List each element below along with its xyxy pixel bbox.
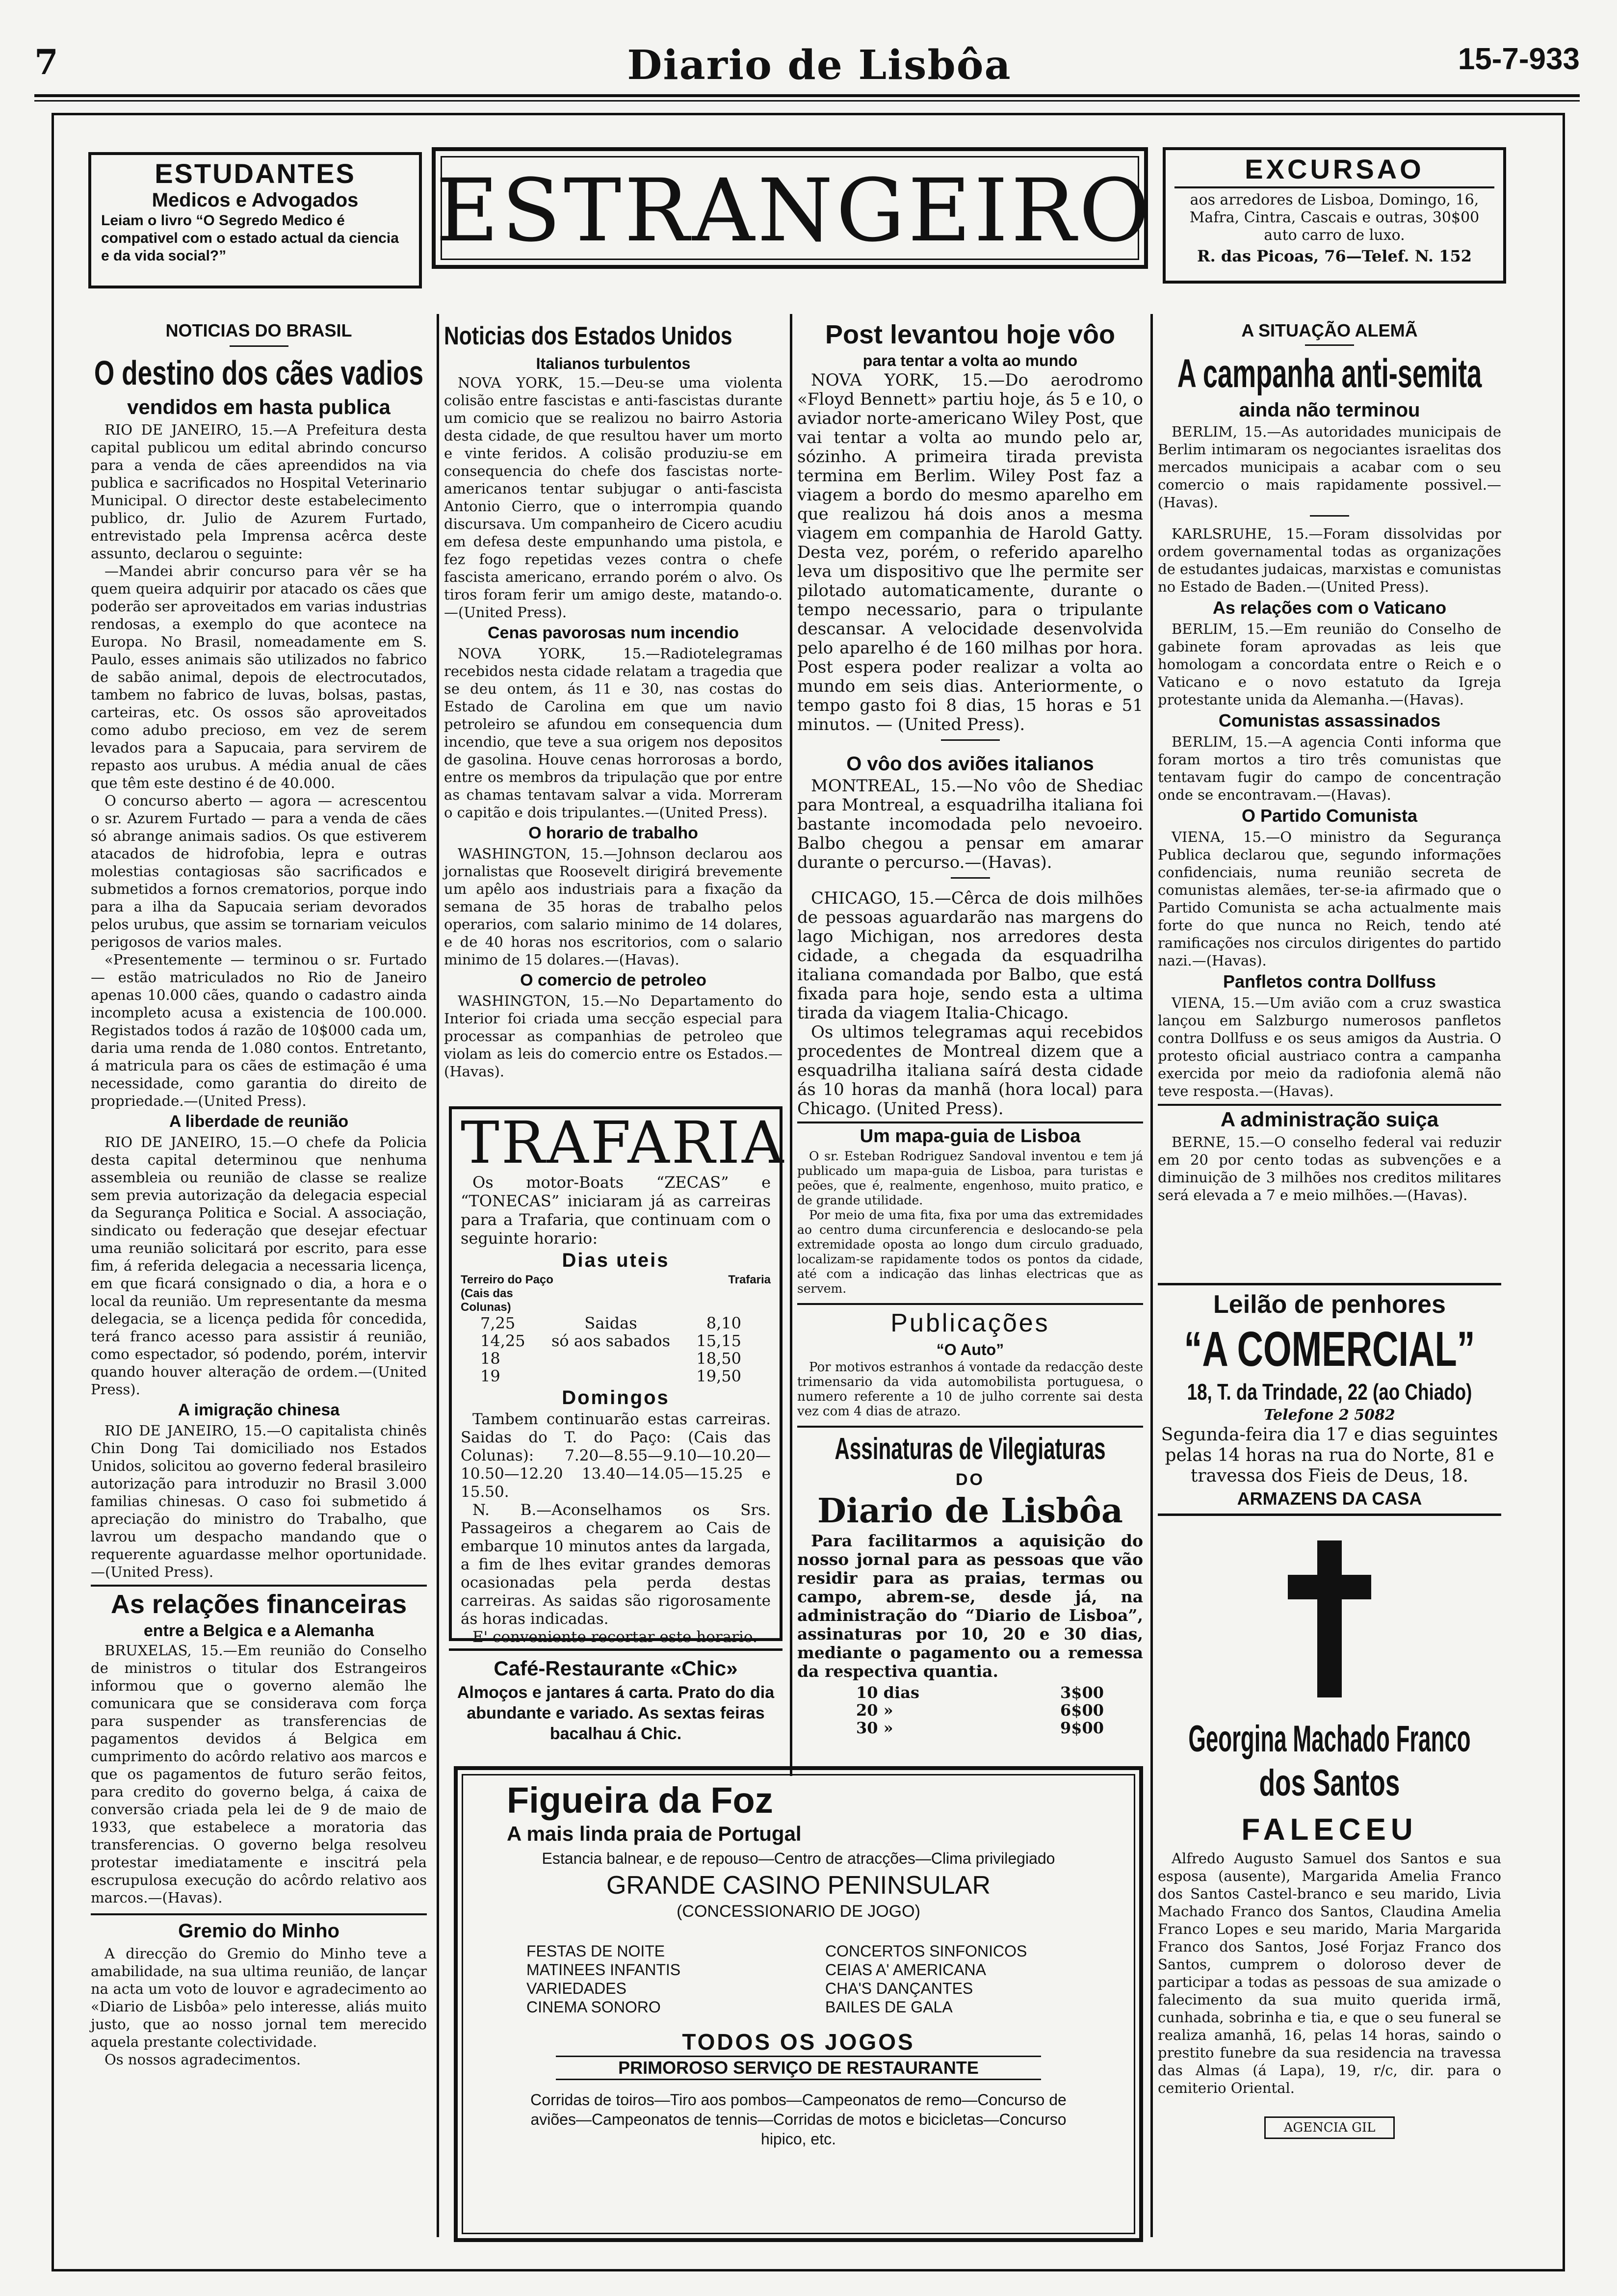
obituary-body: Alfredo Augusto Samuel dos Santos e sua esposa (ausente), Margarida Amelia Franco dos Santos Castel-branco e seu marido, Livia Machado Franco dos Santos, Claudina Amelia Franco Lopes e seu marido, Maria Margarida Franco dos Santos, José Forjaz Franco dos Santos, cumprem o doloroso dever de participar a todas as pessoas de sua amizade o falecimento da sua muito querida irmã, cunhada, sobrinha e tia, e que o seu funeral se realiza amanhã, 16, pelas 14 horas, saindo o prestito funebre da sua residencia na travessa das Almas (á Lapa), 19, r/c, dir. para o cemiterio Oriental. [1158,1850,1501,2096]
heading-horario: O horario de trabalho [528,824,698,842]
heading-avioes: O vôo dos aviões italianos [846,753,1094,775]
price-row [856,1701,1104,1719]
heading-panfletos: Panfletos contra Dollfuss [1223,971,1436,991]
column-post [797,319,1143,1737]
heading-assinaturas-do: DO [956,1470,985,1489]
trafaria-nb: N. B.—Aconselhamos os Srs. Passageiros a chegarem ao Cais de embarque 10 minutos antes da largada, a fim de lhes evitar grandes demoras ocasionadas pela perda destas carreiras. As saidas são rigorosamente ás horas indicadas. [461,1501,771,1628]
figueira-servico: PRIMOROSO SERVIÇO DE RESTAURANTE [556,2056,1041,2080]
trafaria-time-departure: 19 [480,1367,500,1385]
headline-estados-unidos: Noticias dos Estados Unidos [444,322,732,350]
ad-estudantes [88,152,422,288]
trafaria-dias-uteis: Dias uteis [562,1250,670,1271]
masthead-rule [34,94,1580,97]
ad-leilao [1158,1283,1501,1511]
price-value: 6$00 [1060,1701,1104,1720]
text-suica: BERNE, 15.—O conselho federal vai reduzir em 20 por cento todas as subvenções e a diminuição de 3 milhões nos creditos militares será elevada a 7 e meio milhões.—(Havas). [1158,1134,1501,1203]
section-title: ESTRANGEIRO [436,160,1153,261]
newspaper-title: Diario de Lisbôa [627,42,1012,89]
ad-figueira [454,1766,1143,2242]
trafaria-time-return: 18,50 [696,1349,741,1368]
trafaria-intro: Os motor-Boats “ZECAS” e “TONECAS” iniciaram já as carreiras para a Trafaria, que continuam com o seguinte horario: [461,1173,771,1248]
price-value: 9$00 [1060,1719,1104,1737]
text-comunistas: BERLIM, 15.—A agencia Conti informa que foram mortos a tiro três comunistas que tentavam fugir do campo de concentração onde se encontravam.—(Havas). [1158,733,1501,803]
trafaria-note [534,1367,687,1385]
cross-icon [1288,1540,1371,1697]
figueira-casino: GRANDE CASINO PENINSULAR [606,1871,991,1900]
column-brasil [91,319,427,2068]
price-period: 30 » [856,1719,893,1737]
heading-vaticano: As relações com o Vaticano [1212,598,1447,618]
heading-suica: A administração suiça [1158,1104,1501,1133]
heading-publicacoes: Publicações [890,1309,1050,1337]
obituary-agency: AGENCIA GIL [1264,2116,1395,2139]
heading-assinaturas-paper: Diario de Lisbôa [817,1491,1123,1531]
ad-excursao-title: EXCURSAO [1174,154,1494,188]
column-rule-3 [1150,314,1153,2237]
issue-date: 15-7-933 [1458,42,1580,76]
text-caes-2: —Mandei abrir concurso para vêr se ha quem queira adquirir por atacado os cães que poderão ser aproveitados em varias industrias rendosas, a exemplo do que acontece na Europa. No Brasil, nomeadamente em S. Paulo, esses animais são utilizados no fabrico de sabão animal, depois de electrocutados, tambem no fabrico de luvas, bolsas, pastas, carteiras, etc. Os ossos são aproveitados como adubo precioso, em vez de serem levados para a Sapucaia, para servirem de repasto aos urubus. A média anual de cães que têm este destino é de 40.000. [91,563,427,791]
text-petroleo: WASHINGTON, 15.—No Departamento do Interior foi criada uma secção especial para processar as companhias de petroleo que violam as leis do comercio entre os Estados.—(Havas). [444,992,782,1080]
chic-body: Almoços e jantares á carta. Prato do dia abundante e variado. As sextas feiras bacalhau á Chic. [457,1683,775,1743]
leilao-address: 18, T. da Trindade, 22 (ao Chiado) [1187,1379,1472,1405]
price-row [856,1719,1104,1737]
figueira-line: Estancia balnear, e de repouso—Centro de atracções—Clima privilegiado [542,1850,1055,1867]
text-mapa-1: O sr. Esteban Rodriguez Sandoval inventou e tem já publicado um mapa-guia de Lisboa, para turistas e peões, que é, realmente, engenhoso, muito pratico, e de grande utilidade. [797,1149,1143,1207]
text-avioes-3: Os ultimos telegramas aqui recebidos procedentes de Montreal dizem que a esquadrilha italiana saírá desta cidade ás 10 horas da manhã (hora local) para Chicago. (United Press). [797,1022,1143,1119]
heading-partido: O Partido Comunista [1241,806,1418,826]
column-rule-2 [790,314,792,1776]
column-alema [1158,319,1501,1204]
text-caes-3: O concurso aberto — agora — acrescentou o sr. Azurem Furtado — para a venda de cães só abrange animais sadios. Os que estiverem atacados de hidrofobia, lepra e outras molestias contagiosas são sacrificados e submetidos a fornos crematorios, porque indo para a ilha da Sapucaia seriam devorados pelos urubus, que assim se tornariam veiculos perigosos de varios males. [91,792,427,950]
trafaria-row [461,1332,771,1350]
trafaria-title: TRAFARIA [461,1109,786,1176]
text-partido: VIENA, 15.—O ministro da Segurança Publica declarou que, segundo informações confidenciais, numa reunião secreta de comunistas alemães, ter-se-ia afirmado que o Partido Comunista se acha actualmente mais forte do que nunca no Reich, tendo até ramificações nos circulos dirigentes do partido nazi.—(Havas). [1158,829,1501,969]
trafaria-row [461,1314,771,1332]
trafaria-time-departure: 14,25 [480,1331,525,1350]
headline-antisemita: A campanha anti-semita [1177,351,1482,396]
obituary-faleceu: FALECEU [1241,1813,1418,1847]
text-caes-4: «Presentemente — terminou o sr. Furtado — estão matriculados no Rio de Janeiro apenas 10.000 cães, quando o cadastro ainda incompleto acusa a existencia de 100.000. Registados todos á razão de 10$000 cada um, daria uma renda de 1.080 contos. Entretanto, á matricula para os cães de estimação é uma necessidade, como garantia do direito de propriedade.—(United Press). [91,951,427,1109]
headline-caes: O destino dos cães vadios [94,354,424,392]
figueira-footer: Corridas de toiros—Tiro aos pombos—Campeonatos de remo—Concurso de aviões—Campeonatos de tennis—Corridas de motos e bicicletas—Concurso hipico, etc. [530,2091,1067,2148]
trafaria-header-right: Trafaria [728,1273,771,1286]
text-panfletos: VIENA, 15.—Um avião com a cruz swastica lançou em Salzburgo numerosos panfletos contra Dollfuss e os seus amigos da Austria. O protesto oficial austriaco contra a campanha exercida por meio da radiofonia alemã não teve resposta.—(Havas). [1158,994,1501,1099]
ad-excursao-body: aos arredores de Lisboa, Domingo, 16, Mafra, Cintra, Cascais e outras, 30$00 auto carro de luxo. [1189,191,1480,244]
subhead-caes: vendidos em hasta publica [127,395,391,418]
figueira-attraction: BAILES DE GALA [825,1998,953,2016]
text-relacoes: BRUXELAS, 15.—Em reunião do Conselho de ministros o titular dos Estrangeiros informou que o governo alemão lhe comunicara que se considerava com força para suspender as transferencias de pagamentos devidos á Belgica em cumprimento do acôrdo relativo aos marcos e que os pagamentos de futuro serão feitos, para credito do governo belga, á caixa de conversão criada pela lei de 9 de maio de 1933, que estabelece a moratoria das transferencias. O governo belga resolveu protestar imediatamente e inscitrá pela escrupulosa execução do acôrdo relativo aos marcos.—(Havas). [91,1642,427,1906]
figueira-attraction: CINEMA SONORO [526,1998,661,2016]
heading-assinaturas: Assinaturas de Vilegiaturas [835,1432,1106,1466]
ad-excursao [1163,147,1506,284]
figueira-concession: (CONCESSIONARIO DE JOGO) [677,1902,920,1921]
trafaria-time-return: 19,50 [696,1367,741,1385]
kicker-alema: A SITUAÇÃO ALEMÃ [1241,320,1418,340]
trafaria-table-header [461,1273,771,1314]
price-period: 10 dias [856,1683,919,1702]
subhead-auto: “O Auto” [936,1341,1004,1358]
trafaria-time-departure: 7,25 [480,1314,516,1332]
figueira-attraction: CHA'S DANÇANTES [825,1980,973,1997]
subhead-antisemita: ainda não terminou [1239,399,1420,421]
column-rule-1 [437,314,439,2237]
price-table [797,1681,1143,1737]
page-number: 7 [34,42,58,82]
text-italianos: NOVA YORK, 15.—Deu-se uma violenta colisão entre fascistas e anti-fascistas durante um comicio que se realizou no bairro Astoria desta cidade, de que resultou haver um morto e vinte feridos. A colisão produziu-se em consequencia do chefe dos fascistas norte-americanos tentar subjugar o anti-fascista Antonio Cierro, que o interrompia quando discursava. Um companheiro de Cicero acudiu em defesa deste empunhando uma pistola, e fez fogo repetidas vezes contra o chefe fascista americano, errando porém o alvo. Os tiros foram ferir um amigo deste, matando-o.—(United Press). [444,374,782,621]
ad-estudantes-subtitle: Medicos e Advogados [152,189,359,211]
masthead [34,42,1580,91]
trafaria-note [534,1350,687,1367]
trafaria-note: só aos sabados [551,1331,671,1350]
trafaria-time-departure: 18 [480,1349,500,1368]
subhead-post: para tentar a volta ao mundo [862,352,1078,369]
ad-trafaria [449,1106,786,1646]
headline-post: Post levantou hoje vôo [825,320,1116,349]
text-imigracao: RIO DE JANEIRO, 15.—O capitalista chinês Chin Dong Tai domiciliado nos Estados Unidos, solicitou ao governo federal brasileiro autorização para introduzir no Brasil 3.000 familias chinesas. O caso foi submetido á apreciação do ministro do Trabalho, que lavrou um despacho mandando que o requerente aguardasse melhor oportunidade.—(United Press). [91,1422,427,1580]
leilao-title: Leilão de penhores [1213,1290,1446,1319]
text-horario: WASHINGTON, 15.—Johnson declarou aos jornalistas que Roosevelt dirigirá brevemente um apêlo aos industriais para a fixação da semana de 35 horas de trabalho pelos operarios, com salario minimo de 14 dolares, e de 40 horas nos escritorios, com o salario minimo de 15 dolares.—(Havas). [444,845,782,968]
ad-estudantes-title: ESTUDANTES [155,158,356,189]
text-avioes-2: CHICAGO, 15.—Cêrca de dois milhões de pessoas aguardarão nas margens do lago Michigan, nos arredores desta cidade, a chegada da esquadrilha italiana comandada por Balbo, que está fixada para hoje, sendo esta a ultima tirada da viagem Italia-Chicago. [797,888,1143,1023]
trafaria-row [461,1367,771,1385]
trafaria-domingos-text: Tambem continuarão estas carreiras. Saidas do T. do Paço: (Cais das Colunas): 7.20—8.55—9.10—10.20—10.50—12.20 13.40—14.05—15.25 e 15.50. [461,1410,771,1501]
heading-comunistas: Comunistas assassinados [1218,710,1441,731]
trafaria-header-left: Terreiro do Paço (Cais das Colunas) [461,1273,553,1314]
text-antisemita-1: BERLIM, 15.—As autoridades municipais de Berlim intimaram os negociantes israelitas dos mercados municipais a acabar com o seu comercio o mais rapidamente possivel.—(Havas). [1158,423,1501,511]
trafaria-row [461,1350,771,1367]
text-antisemita-2: KARLSRUHE, 15.—Foram dissolvidas por ordem governamental todas as organizações de estudantes judaicas, marxistas e comunistas no Estado de Baden.—(United Press). [1158,525,1501,595]
text-assinaturas: Para facilitarmos a aquisição do nosso jornal para as pessoas que vão residir para as praias, termas ou campo, abrem-se, desde já, na administração do “Diario de Lisboa”, assinaturas por 10, 20 e 30 dias, mediante o pagamento ou a remessa da respectiva quantia. [797,1531,1143,1681]
trafaria-note: Saidas [584,1314,637,1332]
text-avioes-1: MONTREAL, 15.—No vôo de Shediac para Montreal, a esquadrilha italiana foi bastante incomodada pelo nevoeiro. Balbo chegou a pensar em amarar durante o percurso.—(Havas). [797,776,1143,872]
heading-italianos: Italianos turbulentos [536,355,691,372]
heading-liberdade: A liberdade de reunião [169,1112,349,1131]
price-value: 3$00 [1060,1683,1104,1702]
ad-estudantes-body: Leiam o livro “O Segredo Medico é compativel com o estado actual da ciencia e da vida social?” [101,212,399,264]
figueira-subtitle: A mais linda praia de Portugal [507,1822,802,1845]
text-liberdade: RIO DE JANEIRO, 15.—O chefe da Policia desta capital determinou que nenhuma assembleia ou reunião de classe se realize sem previa autorização da delegacia especial da Segurança Politica e Social. A associação, sindicato ou federação que desejar efectuar uma reunião solicitará por escrito, para esse fim, á referida delegacia a necessaria licença, em que ficará consignado o dia, a hora e o local da reunião. Um representante da mesma delegacia, se a licença pedida fôr concedida, terá franco acesso para assistir á reunião, como espectador, só podendo, porém, intervir quando houver alteração de ordem.—(United Press). [91,1134,427,1398]
chic-title: Café-Restaurante «Chic» [494,1657,738,1680]
text-gremio-thanks: Os nossos agradecimentos. [104,2051,301,2068]
figueira-attraction: CONCERTOS SINFONICOS [825,1942,1027,1960]
leilao-telefone: Telefone 2 5082 [1264,1407,1395,1424]
figueira-title: Figueira da Foz [507,1780,773,1821]
obituary [1158,1513,1501,2139]
price-row [856,1684,1104,1701]
figueira-attraction: MATINEES INFANTIS [526,1961,681,1979]
trafaria-domingos: Domingos [562,1387,670,1409]
leilao-comercial: “A COMERCIAL” [1184,1322,1475,1377]
text-gremio: A direcção do Gremio do Minho teve a amabilidade, na sua ultima reunião, de lançar na acta um voto de louvor e agradecimento ao «Diario de Lisbôa» pelo interesse, aliás muito justo, que ao nosso jornal tem merecido aquela prestante colectividade. [91,1945,427,2050]
subhead-relacoes: entre a Belgica e a Alemanha [143,1621,374,1640]
leilao-body: Segunda-feira dia 17 e dias seguintes pelas 14 horas na rua do Norte, 81 e travessa dos Fieis de Deus, 18. [1161,1425,1498,1486]
trafaria-timetable [461,1314,771,1385]
obituary-name-1: Georgina Machado Franco [1188,1718,1471,1760]
heading-imigracao: A imigração chinesa [178,1401,340,1419]
heading-mapa: Um mapa-guia de Lisboa [797,1122,1143,1149]
kicker-brasil: NOTICIAS DO BRASIL [165,320,352,340]
price-period: 20 » [856,1701,893,1720]
heading-incendio: Cenas pavorosas num incendio [487,624,739,642]
heading-petroleo: O comercio de petroleo [520,971,706,990]
figueira-attraction: VARIEDADES [526,1980,626,1997]
text-publicacoes: Por motivos estranhos á vontade da redacção deste trimensario da vida automobilista portuguesa, o numero referente a 10 de julho corrente sai desta vez com 4 dias de atrazo. [797,1360,1143,1419]
masthead-rule-2 [34,100,1580,102]
text-vaticano: BERLIM, 15.—Em reunião do Conselho de gabinete foram aprovadas as leis que homologam a concordata entre o Reich e o Vaticano e o novo estatuto da Igreja protestante unida da Alemanha.—(Havas). [1158,621,1501,708]
figueira-attraction: CEIAS A' AMERICANA [825,1961,986,1979]
leilao-armazens: ARMAZENS DA CASA [1237,1488,1422,1509]
trafaria-recortar: E' conveniente recortar este horario. [472,1628,757,1646]
obituary-name-2: dos Santos [1259,1762,1400,1804]
text-incendio: NOVA YORK, 15.—Radiotelegramas recebidos nesta cidade relatam a tragedia que se deu ontem, ás 11 e 30, nas costas do Estado de Carolina em que um navio petroleiro se afundou em consequencia dum incendio, que teve a sua origem nos depositos de gasolina. Houve cenas horrorosas a bordo, entre os membros da tripulação que por entre as chamas tentavam salvar a vida. Morreram o capitão e dois tripulantes.—(United Press). [444,645,782,821]
ad-chic [449,1648,782,1747]
trafaria-time-return: 15,15 [696,1331,741,1350]
text-post: NOVA YORK, 15.—Do aerodromo «Floyd Bennett» partiu hoje, ás 5 e 10, o aviador norte-americano Wiley Post, que vai tentar a volta ao mundo pelo ar, sózinho. A primeira tirada prevista termina em Berlim. Wiley Post faz a viagem a bordo do mesmo aparelho em que realizou há dois anos a mesma viagem em companhia de Harold Gatty. Desta vez, porém, o referido aparelho leva um dispositivo que lhe permite ser pilotado automaticamente, durante o tempo necessario, para o tripulante descansar. A velocidade desenvolvida pelo aparelho é de 160 milhas por hora. Post espera poder realizar a volta ao mundo em seis dias. Anteriormente, o tempo gasto foi 8 dias, 15 horas e 51 minutos. — (United Press). [797,370,1143,734]
figueira-attraction: FESTAS DE NOITE [526,1942,665,1960]
text-mapa-2: Por meio de uma fita, fixa por uma das extremidades ao centro duma circunferencia e deslocando-se pela extremidade oposta ao longo dum circulo graduado, localizam-se rapidamente todos os pontos da cidade, até com a indicação das linhas electricas que as servem. [797,1208,1143,1296]
column-estados-unidos [444,319,782,1080]
figueira-jogos: TODOS OS JOGOS [682,2029,915,2055]
ad-excursao-address: R. das Picoas, 76—Telef. N. 152 [1197,247,1472,265]
text-caes-1: RIO DE JANEIRO, 15.—A Prefeitura desta capital publicou um edital abrindo concurso para a venda de cães apreendidos na via publica e sacrificados no Hospital Veterinario Municipal. O director deste estabelecimento publico, dr. Julio de Azurem Furtado, entrevistado pela Imprensa acêrca deste assunto, declarou o seguinte: [91,421,427,562]
headline-relacoes: As relações financeiras [91,1585,427,1620]
section-title-box [432,147,1153,269]
trafaria-time-return: 8,10 [706,1314,741,1332]
heading-gremio: Gremio do Minho [178,1920,339,1942]
